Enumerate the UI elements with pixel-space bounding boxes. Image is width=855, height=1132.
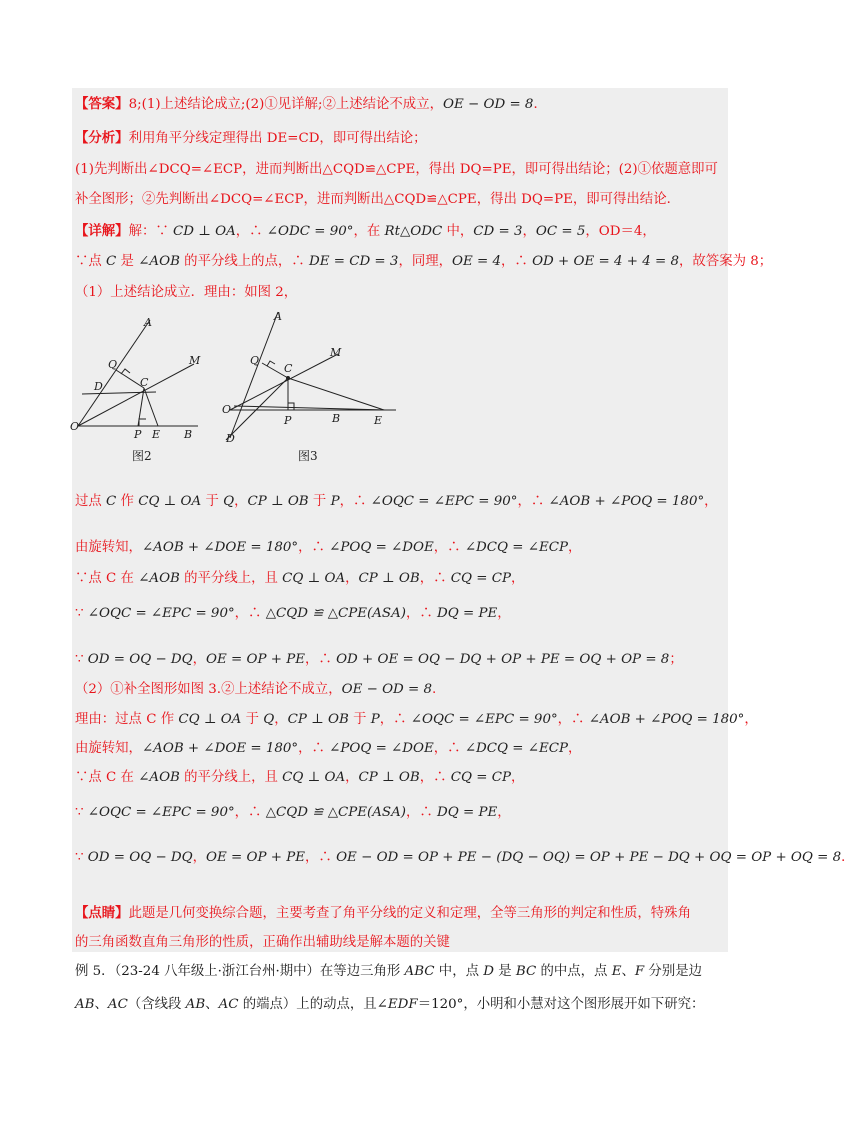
text-run: ，	[510, 770, 525, 785]
text-line	[75, 190, 680, 210]
math-expression: OC = 5	[535, 224, 586, 239]
text-run: ；	[669, 652, 683, 667]
text-run: ．	[533, 97, 547, 112]
text-run: ∵	[75, 606, 88, 621]
text-run: ，	[510, 571, 525, 586]
text-run: ，∴	[433, 741, 465, 756]
text-run: ，∴	[339, 494, 371, 509]
math-expression: ∠OQC = ∠EPC = 90°	[87, 805, 235, 820]
text-line	[75, 538, 581, 558]
text-run: ＝120°，小明和小慧对这个图形展开如下研究：	[417, 997, 705, 1012]
text-run: 由旋转知，	[75, 741, 142, 756]
section-tag: 【详解】	[75, 223, 129, 239]
text-line	[75, 252, 772, 272]
text-run: 是	[116, 254, 139, 269]
text-run: 的平分线上，且	[179, 770, 283, 785]
fig3-label-D: D	[226, 432, 235, 445]
text-line	[75, 848, 855, 868]
text-line	[75, 962, 702, 982]
math-expression: ∠ODC = 90°	[266, 224, 354, 239]
text-run: 作	[116, 494, 139, 509]
fig3-label-E: E	[374, 414, 383, 427]
text-run: ，	[497, 805, 511, 820]
text-run: ，∴	[406, 606, 438, 621]
text-run: ∵	[75, 850, 88, 865]
text-run: ，在	[353, 224, 385, 239]
math-expression: DQ = PE	[437, 805, 498, 820]
math-expression: D	[483, 964, 494, 979]
math-expression: C	[106, 254, 117, 269]
math-expression: C	[106, 494, 117, 509]
text-line	[75, 221, 656, 242]
text-run: ，	[568, 741, 582, 756]
text-run: ，∴	[419, 770, 451, 785]
text-run: ，∴	[406, 805, 438, 820]
fig2-label-B: B	[184, 428, 193, 441]
math-expression: CQ = CP	[450, 571, 511, 586]
math-expression: AC	[218, 997, 239, 1012]
fig2-label-D: D	[94, 380, 103, 393]
text-run: ∵点 C 在	[75, 770, 139, 785]
math-expression: ∠OQC = ∠EPC = 90°	[87, 606, 235, 621]
math-expression: OD = OQ − DQ	[87, 652, 193, 667]
text-run: ，	[192, 850, 207, 865]
fig2-label-C: C	[140, 376, 149, 389]
fig3-label-P: P	[284, 414, 292, 427]
text-run: ，	[704, 494, 718, 509]
text-run: ，∴	[235, 224, 267, 239]
text-run: 的中点，点	[536, 964, 612, 979]
math-expression: ∠DCQ = ∠ECP	[464, 741, 568, 756]
math-expression: ∠AOB + ∠POQ = 180°	[588, 712, 745, 727]
math-expression: ∠OQC = ∠EPC = 90°	[370, 494, 518, 509]
text-run: ，∴	[501, 254, 533, 269]
math-expression: CQ ⊥ OA	[138, 494, 202, 509]
fig2-label-O: O	[70, 420, 80, 433]
text-run: ，∴	[379, 712, 411, 727]
math-expression: ∠AOB + ∠POQ = 180°	[548, 494, 705, 509]
text-run: ，∴	[305, 850, 337, 865]
text-run: 例 5．（23-24 八年级上·浙江台州·期中）在等边三角形	[75, 964, 405, 979]
section-tag: 【答案】	[75, 96, 129, 112]
math-expression: CD ⊥ OA	[173, 224, 236, 239]
math-expression: CQ ⊥ OA	[282, 770, 346, 785]
text-line	[75, 283, 297, 303]
math-expression: CQ = CP	[450, 770, 511, 785]
text-run: ，	[345, 770, 359, 785]
math-expression: CD = 3	[473, 224, 523, 239]
fig2-caption: 图2	[132, 449, 152, 463]
fig3-caption: 图3	[298, 449, 318, 463]
text-run: 的三角函数直角三角形的性质，正确作出辅助线是解本题的关键	[75, 935, 450, 950]
text-run: 、	[94, 997, 108, 1012]
math-expression: OE − OD = OP + PE − (DQ − OQ) = OP + PE − DQ + OQ = OP + OQ = 8	[336, 850, 842, 865]
text-run: 于	[308, 494, 331, 509]
text-run: (1)先判断出∠DCQ=∠ECP，进而判断出△CQD≌△CPE，得出 DQ=PE，即可得出结论；(2)①依题意即可	[75, 162, 718, 177]
fig2-label-P: P	[134, 428, 142, 441]
text-run: ，	[568, 540, 582, 555]
math-expression: AB	[75, 997, 95, 1012]
math-expression: ∠POQ = ∠DOE	[329, 540, 434, 555]
math-expression: DQ = PE	[437, 606, 498, 621]
text-line	[75, 569, 524, 589]
text-run: ，∴	[298, 540, 330, 555]
math-expression: F	[634, 964, 645, 979]
math-expression: OE − OD = 8	[442, 97, 534, 112]
math-expression: Q	[223, 494, 235, 509]
math-expression: Q	[263, 712, 275, 727]
text-run: ，	[744, 712, 758, 727]
text-run: ∵	[75, 652, 88, 667]
text-run: （1）上述结论成立．理由：如图 2，	[75, 285, 298, 300]
text-run: ，∴	[419, 571, 451, 586]
text-line	[75, 160, 718, 180]
text-run: ，同理，	[398, 254, 452, 269]
text-run: ∵	[75, 805, 88, 820]
text-run: ，∴	[298, 741, 330, 756]
text-line	[75, 710, 758, 730]
text-run: ，	[497, 606, 511, 621]
text-run: （含线段	[127, 997, 186, 1012]
text-run: ，∴	[234, 805, 266, 820]
text-line	[75, 94, 547, 115]
text-run: ∵点 C 在	[75, 571, 139, 586]
text-line	[75, 650, 683, 670]
text-run: 利用角平分线定理得出 DE=CD，即可得出结论；	[128, 131, 427, 146]
text-run: ，∴	[305, 652, 337, 667]
text-run: 的平分线上，且	[179, 571, 283, 586]
text-run: （2）①补全图形如图 3.②上述结论不成立，	[75, 682, 342, 697]
math-expression: ∠AOB + ∠DOE = 180°	[141, 741, 299, 756]
figure-3	[216, 306, 406, 466]
fig3-label-M: M	[330, 346, 342, 359]
text-run: 于	[241, 712, 264, 727]
math-expression: EDF	[387, 997, 418, 1012]
math-expression: OE − OD = 8	[341, 682, 433, 697]
math-expression: P	[370, 712, 380, 727]
text-run: 的端点）上的动点，且∠	[238, 997, 388, 1012]
text-run: ，	[274, 712, 288, 727]
text-run: 由旋转知，	[75, 540, 142, 555]
math-expression: AB	[185, 997, 206, 1012]
fig2-label-M: M	[189, 354, 201, 367]
text-line	[75, 768, 524, 788]
figure-2	[66, 306, 216, 466]
math-expression: ∠AOB	[138, 254, 180, 269]
math-expression: OD + OE = OQ − DQ + OP + PE = OQ + OP = 8	[336, 652, 670, 667]
math-expression: OE = 4	[452, 254, 502, 269]
math-expression: ∠OQC = ∠EPC = 90°	[410, 712, 558, 727]
fig2-label-E: E	[152, 428, 161, 441]
math-expression: Rt△ODC	[384, 224, 443, 239]
text-run: 8;(1)上述结论成立;(2)①见详解;②上述结论不成立，	[128, 97, 443, 112]
text-run: ，∴	[433, 540, 465, 555]
text-run: 、	[205, 997, 219, 1012]
text-run: ，OD＝4，	[585, 224, 656, 239]
text-line	[75, 803, 511, 823]
text-run: ，	[522, 224, 536, 239]
math-expression: DE = CD = 3	[308, 254, 399, 269]
text-run: 理由：过点 C 作	[75, 712, 179, 727]
math-expression: ∠AOB	[138, 770, 180, 785]
text-line	[75, 128, 427, 149]
math-expression: △CQD ≌ △CPE(ASA)	[265, 606, 406, 621]
math-expression: ∠AOB	[138, 571, 180, 586]
text-run: 过点	[75, 494, 107, 509]
math-expression: BC	[515, 964, 537, 979]
math-expression: ∠POQ = ∠DOE	[329, 741, 434, 756]
text-run: 此题是几何变换综合题，主要考查了角平分线的定义和定理，全等三角形的判定和性质，特殊角	[128, 906, 691, 921]
text-line	[75, 739, 581, 759]
text-run: 、	[621, 964, 635, 979]
text-run: 是	[493, 964, 516, 979]
text-run: ，	[192, 652, 207, 667]
text-run: ．	[841, 850, 855, 865]
text-run: ∵点	[75, 254, 107, 269]
section-tag: 【点睛】	[75, 905, 129, 921]
text-run: 中，点	[434, 964, 484, 979]
math-expression: CP ⊥ OB	[358, 571, 420, 586]
fig3-label-Q: Q	[250, 354, 260, 367]
text-run: 于	[348, 712, 371, 727]
text-line	[75, 995, 704, 1015]
text-line	[75, 680, 436, 700]
math-expression: E	[611, 964, 622, 979]
text-line	[75, 492, 718, 512]
math-expression: CP ⊥ OB	[287, 712, 349, 727]
text-run: 补全图形；②先判断出∠DCQ=∠ECP，进而判断出△CQD≌△CPE，得出 DQ=PE，即可得出结论．	[75, 192, 680, 207]
fig3-label-B: B	[332, 412, 341, 425]
text-run: 中，	[442, 224, 474, 239]
math-expression: ABC	[404, 964, 435, 979]
text-run: 分别是边	[644, 964, 702, 979]
math-expression: CP ⊥ OB	[358, 770, 420, 785]
fig2-label-Q: Q	[108, 358, 118, 371]
text-run: ，∴	[517, 494, 549, 509]
math-expression: OE = OP + PE	[206, 652, 306, 667]
text-run: 于	[201, 494, 224, 509]
text-run: ，∴	[234, 606, 266, 621]
text-run: ，故答案为 8；	[679, 254, 773, 269]
text-run: ，	[345, 571, 359, 586]
math-expression: P	[330, 494, 340, 509]
math-expression: OE = OP + PE	[206, 850, 306, 865]
math-expression: OD = OQ − DQ	[87, 850, 193, 865]
text-line	[75, 903, 691, 924]
math-expression: ∠DCQ = ∠ECP	[464, 540, 568, 555]
math-expression: OD + OE = 4 + 4 = 8	[532, 254, 680, 269]
math-expression: AC	[107, 997, 128, 1012]
section-tag: 【分析】	[75, 130, 129, 146]
text-run: 的平分线上的点，∴	[179, 254, 309, 269]
text-run: ，	[234, 494, 248, 509]
fig2-label-A: A	[144, 316, 152, 329]
fig3-label-O: O	[222, 403, 232, 416]
text-line	[75, 604, 511, 624]
math-expression: CQ ⊥ OA	[178, 712, 242, 727]
math-expression: △CQD ≌ △CPE(ASA)	[265, 805, 406, 820]
math-expression: CP ⊥ OB	[247, 494, 309, 509]
text-run: ，∴	[557, 712, 589, 727]
math-expression: CQ ⊥ OA	[282, 571, 346, 586]
fig3-label-A: A	[274, 310, 282, 323]
text-line	[75, 933, 450, 953]
text-run: 解：∵	[128, 224, 173, 239]
text-run: .	[432, 682, 437, 697]
math-expression: ∠AOB + ∠DOE = 180°	[141, 540, 299, 555]
fig3-label-C: C	[284, 362, 293, 375]
